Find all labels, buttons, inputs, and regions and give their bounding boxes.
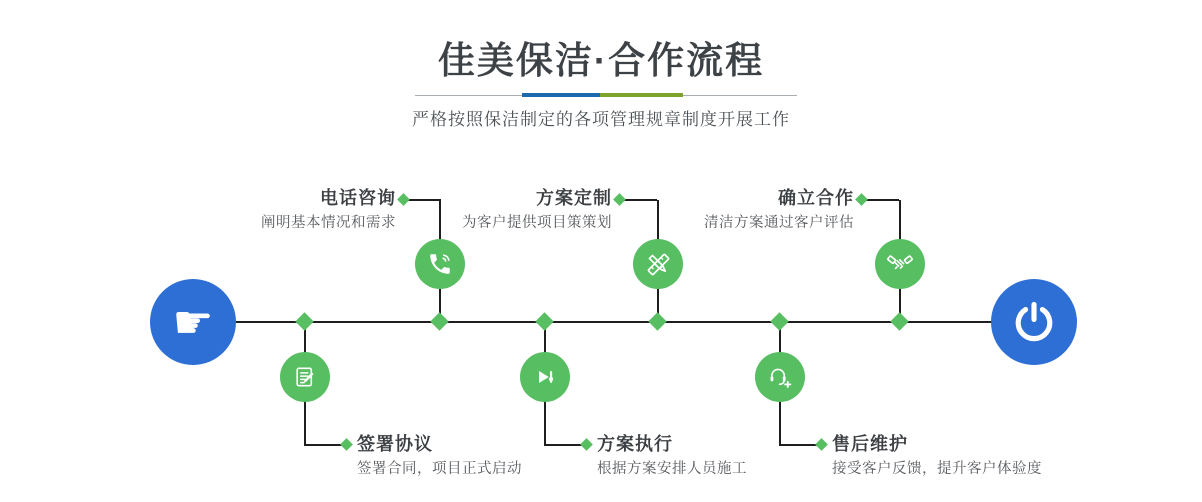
page-subtitle: 严格按照保洁制定的各项管理规章制度开展工作 [412,110,790,129]
step-desc: 为客户提供项目策策划 [462,215,612,231]
step-desc: 签署合同，项目正式启动 [357,461,522,477]
step-circle-plan [633,239,683,289]
timeline-node-diamond [890,312,908,330]
power-icon [1012,300,1056,344]
step-desc: 阐明基本情况和需求 [261,215,396,231]
step-circle-establish [875,239,925,289]
connector-line [304,444,342,446]
step-title: 售后维护 [832,434,908,454]
label-diamond [340,438,353,451]
step-title: 电话咨询 [320,188,396,208]
timeline-node-diamond [535,312,553,330]
step-label-sign [357,433,522,478]
page-title: 佳美保洁·合作流程 [437,40,765,81]
phone-icon [427,251,453,277]
end-circle [991,279,1077,365]
divider-accent-blue [522,93,600,97]
step-label-execute [597,433,747,478]
step-label-aftersales [832,433,1042,478]
pencil-ruler-icon [645,251,672,278]
label-diamond [815,438,828,451]
step-circle-phone [415,239,465,289]
step-desc: 根据方案安排人员施工 [597,461,747,477]
headset-plus-icon [766,363,794,391]
step-title: 方案定制 [536,188,612,208]
step-label-establish [704,187,854,232]
connector-line [406,199,441,201]
label-diamond [397,193,410,206]
connector-line [544,444,582,446]
step-label-plan [462,187,612,232]
step-label-phone [261,187,396,232]
divider-accent-green [600,93,683,97]
timeline-node-diamond [295,312,313,330]
timeline-node-diamond [770,312,788,330]
timeline-node-diamond [648,312,666,330]
step-circle-execute [520,352,570,402]
label-diamond [855,193,868,206]
connector-line [622,199,657,201]
play-icon [532,364,558,390]
label-diamond [613,193,626,206]
pointing-hand-icon: ☛ [172,295,214,349]
step-circle-aftersales [755,352,805,402]
timeline-line [236,321,992,323]
step-title: 方案执行 [597,434,673,454]
step-title: 确立合作 [778,188,854,208]
step-title: 签署协议 [357,434,433,454]
handshake-icon [886,250,914,278]
timeline-node-diamond [430,312,448,330]
connector-line [779,444,817,446]
connector-line [864,199,899,201]
label-diamond [580,438,593,451]
step-desc: 清洁方案通过客户评估 [704,215,854,231]
step-desc: 接受客户反馈，提升客户体验度 [832,461,1042,477]
step-circle-sign [280,352,330,402]
start-circle [150,279,236,365]
document-pen-icon [292,364,318,390]
